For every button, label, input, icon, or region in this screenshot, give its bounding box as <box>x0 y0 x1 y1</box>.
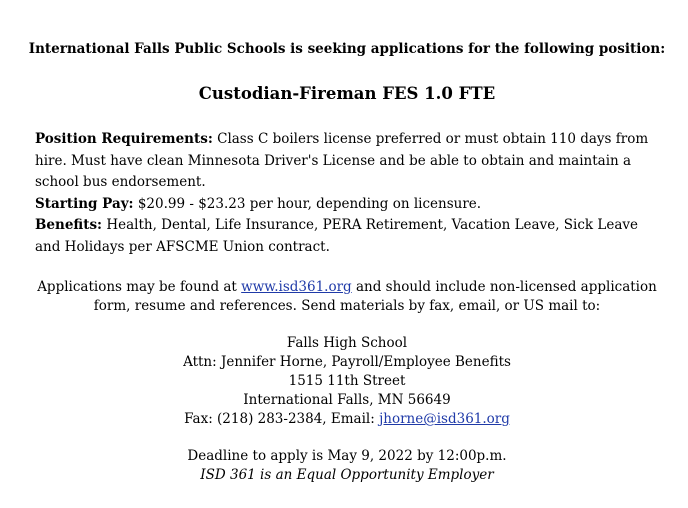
address-line-contact <box>0 410 688 429</box>
position-title: Custodian-Fireman FES 1.0 FTE <box>198 84 496 103</box>
footer-block <box>0 447 688 485</box>
pay-label: Starting Pay: <box>35 195 134 212</box>
requirements-label: Position Requirements: <box>35 131 213 147</box>
pay-paragraph <box>35 194 665 216</box>
apply-text-after: and should include non-licensed application form, resume and references. Send materials by fax, email, or US mail to: <box>93 279 657 314</box>
position-details <box>35 129 665 259</box>
website-link[interactable]: www.isd361.org <box>241 279 352 295</box>
deadline-text: Deadline to apply is May 9, 2022 by 12:00p.m. <box>187 448 507 464</box>
address-line-school: Falls High School <box>286 335 408 351</box>
intro-heading: International Falls Public Schools is seeking applications for the following position: <box>28 41 666 57</box>
requirements-paragraph <box>35 129 665 194</box>
mailing-address <box>0 334 688 429</box>
benefits-paragraph <box>35 215 665 258</box>
address-line-city: International Falls, MN 56649 <box>243 392 451 408</box>
benefits-label: Benefits: <box>35 217 103 234</box>
pay-text: $20.99 - $23.23 per hour, depending on licensure. <box>137 195 482 212</box>
benefits-text: Health, Dental, Life Insurance, PERA Retirement, Vacation Leave, Sick Leave and Holidays per AFSCME Union contract. <box>35 217 639 255</box>
application-instructions <box>30 278 664 316</box>
address-line-street: 1515 11th Street <box>288 373 406 389</box>
requirements-text: Class C boilers license preferred or must obtain 110 days from hire. Must have clean Minnesota Driver's License and be able to obtain and maintain a school bus endorsement. <box>35 131 649 191</box>
contact-prefix: Fax: (218) 283-2384, Email: <box>184 411 380 427</box>
email-link[interactable]: jhorne@isd361.org <box>379 411 510 427</box>
apply-text-before: Applications may be found at <box>37 279 242 295</box>
address-line-attention: Attn: Jennifer Horne, Payroll/Employee Benefits <box>183 354 511 370</box>
equal-opportunity-text: ISD 361 is an Equal Opportunity Employer <box>200 467 494 483</box>
